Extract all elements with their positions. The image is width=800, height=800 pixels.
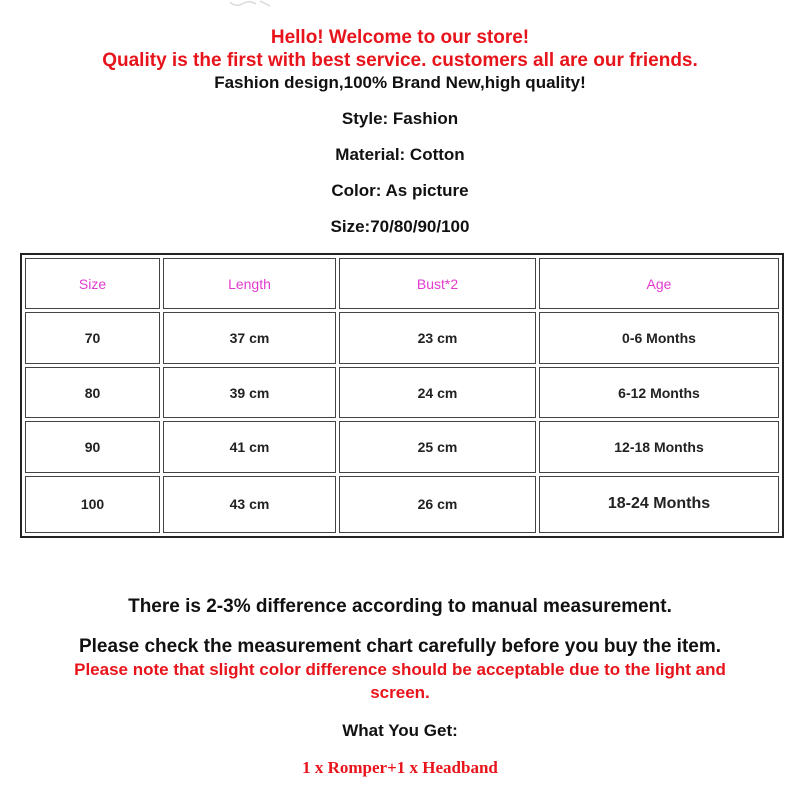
table-header-row: [25, 258, 779, 309]
cell-length: 37 cm: [163, 312, 336, 363]
check-chart-note: Please check the measurement chart carefully before you buy the item.: [78, 636, 722, 657]
spec-style: Style: Fashion: [341, 109, 459, 128]
cell-length: 43 cm: [163, 476, 336, 533]
cell-age: 12-18 Months: [539, 421, 779, 472]
size-chart-table: [20, 253, 784, 538]
cell-size: 90: [25, 421, 160, 472]
cell-size: 80: [25, 367, 160, 418]
what-you-get-heading: What You Get:: [342, 721, 458, 740]
quality-statement: Quality is the first with best service. customers all are our friends.: [102, 50, 698, 71]
table-row: [25, 476, 779, 533]
cell-length: 39 cm: [163, 367, 336, 418]
welcome-heading: Hello! Welcome to our store!: [270, 27, 530, 48]
package-contents: 1 x Romper+1 x Headband: [302, 758, 498, 777]
table-row: [25, 312, 779, 363]
cell-length: 41 cm: [163, 421, 336, 472]
tagline: Fashion design,100% Brand New,high quality!: [214, 73, 586, 92]
cell-age: 6-12 Months: [539, 367, 779, 418]
logo-fragment-icon: [226, 0, 274, 8]
color-difference-note-line2: screen.: [370, 683, 430, 702]
header-cell-size: Size: [25, 258, 160, 309]
spec-material: Material: Cotton: [335, 145, 465, 164]
header-cell-age: Age: [539, 258, 779, 309]
cell-size: 100: [25, 476, 160, 533]
cell-bust: 26 cm: [339, 476, 536, 533]
cell-bust: 23 cm: [339, 312, 536, 363]
color-difference-note-line1: Please note that slight color difference should be acceptable due to the light and: [74, 660, 726, 679]
cell-age: 18-24 Months: [539, 476, 779, 533]
cell-bust: 25 cm: [339, 421, 536, 472]
cell-size: 70: [25, 312, 160, 363]
cell-bust: 24 cm: [339, 367, 536, 418]
spec-size: Size:70/80/90/100: [330, 217, 470, 236]
table-row: [25, 367, 779, 418]
spec-color: Color: As picture: [331, 181, 469, 200]
table-row: [25, 421, 779, 472]
header-cell-length: Length: [163, 258, 336, 309]
cell-age: 0-6 Months: [539, 312, 779, 363]
header-cell-bust: Bust*2: [339, 258, 536, 309]
measurement-difference-note: There is 2-3% difference according to manual measurement.: [128, 596, 672, 617]
